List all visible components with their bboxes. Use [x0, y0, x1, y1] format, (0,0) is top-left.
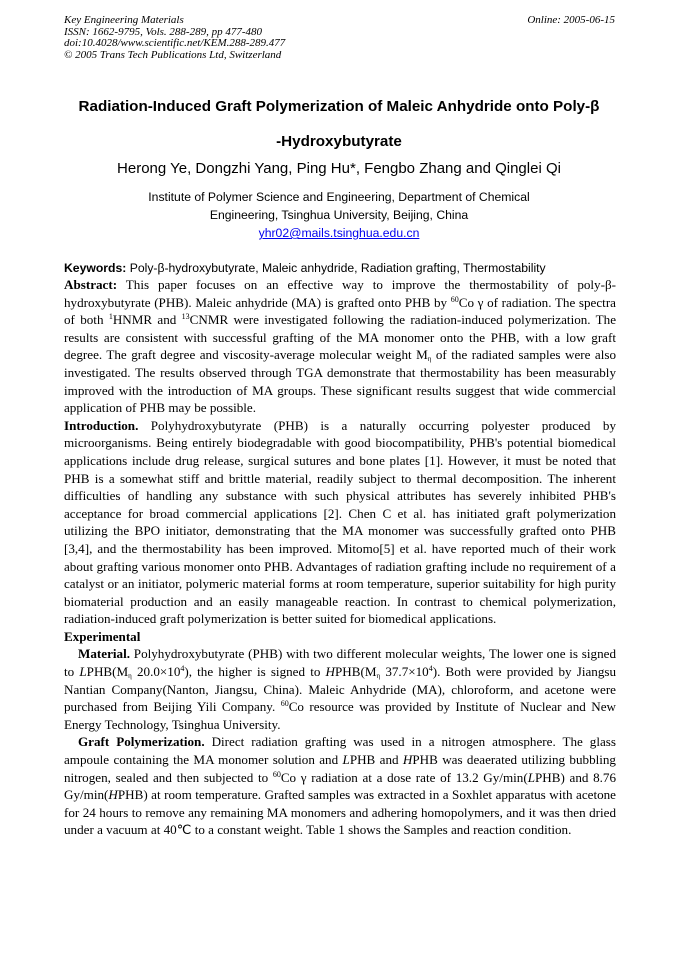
issn-line: ISSN: 1662-9795, Vols. 288-289, pp 477-480 [64, 25, 262, 38]
graft-text: PHB) and 8.76 Gy/min( [64, 769, 617, 803]
material-paragraph [64, 645, 616, 733]
journal-name: Key Engineering Materials [64, 14, 184, 26]
abstract-text: This paper focuses on an effective way to improve the thermostability of poly-β-hydroxybutyrate (PHB). Maleic anhydride (MA) is grafted onto PHB by [64, 277, 616, 310]
superscript: 4 [180, 664, 185, 674]
italic-letter: H [402, 752, 413, 768]
graft-text: PHB and [349, 752, 403, 768]
material-text: PHB(M [86, 664, 129, 680]
subscript: η [376, 672, 381, 681]
affiliation-line-1: Institute of Polymer Science and Engineering, Department of Chemical [148, 190, 530, 204]
title-line-1: Radiation-Induced Graft Polymerization of Maleic Anhydride onto Poly-β [78, 98, 600, 115]
superscript: 60 [280, 699, 289, 709]
paper-body [64, 276, 616, 839]
abstract-text: CNMR were investigated following the radiation-induced polymerization. The results are consistent with successful grafting of the MA monomer onto the PHB, with a low graft degree. The graft degree and viscosity-average molecular weight M [64, 312, 617, 363]
title-line-2: -Hydroxybutyrate [276, 133, 402, 150]
abstract-text: HNMR and [112, 312, 182, 328]
subscript: η [128, 672, 132, 681]
copyright-line: © 2005 Trans Tech Publications Ltd, Switzerland [64, 48, 282, 61]
abstract-paragraph [64, 276, 616, 417]
material-label: Material. [78, 646, 130, 662]
italic-letter: H [108, 787, 118, 803]
abstract-text: Co γ of radiation. The spectra of both [64, 294, 616, 328]
introduction-paragraph [64, 417, 616, 628]
subscript: η [427, 355, 432, 364]
material-text: 37.7×10 [380, 664, 429, 680]
graft-text: PHB) at room temperature. Grafted samples was extracted in a Soxhlet apparatus with acetone for 24 hours to remove any remaining MA monomers and adhering homopolymers, and it was then dried under a vacuum at 40℃ to a constant weight. Table 1 shows the Samples and reaction condition. [64, 787, 616, 838]
superscript: 60 [450, 294, 459, 304]
italic-letter: L [342, 752, 350, 768]
superscript: 1 [108, 312, 113, 322]
superscript: 4 [428, 664, 433, 674]
journal-header [64, 15, 285, 61]
introduction-label: Introduction. [64, 417, 139, 433]
paper-title [40, 89, 638, 159]
keywords [64, 261, 616, 276]
experimental-heading: Experimental [64, 628, 141, 644]
author-list: Herong Ye, Dongzhi Yang, Ping Hu*, Fengbo Zhang and Qinglei Qi [117, 160, 561, 177]
graft-text: PHB was deaerated utilizing bubbling nitrogen, sealed and then subjected to [64, 752, 616, 785]
italic-letter: L [527, 769, 535, 785]
superscript: 13 [181, 312, 190, 322]
abstract-text: of the radiated samples were also investigated. The results observed through TGA demonstrate that thermostability has been measurably improved with the introduction of MA groups. These significant results suggest that wide commercial application of PHB may be possible. [64, 347, 616, 416]
material-text: 20.0×10 [131, 664, 181, 680]
material-text: ). Both were provided by Jiangsu Nantian Company(Nanton, Jiangsu, China). Maleic Anhydride (MA), chloroform, and acetone were purchased from Beijing Yili Company. [64, 664, 617, 715]
graft-polymerization-label: Graft Polymerization. [78, 734, 205, 750]
affiliation [100, 188, 578, 242]
abstract-label: Abstract: [64, 277, 118, 292]
material-text: PHB(M [335, 664, 377, 680]
email-link[interactable]: yhr02@mails.tsinghua.edu.cn [258, 226, 420, 240]
material-text: ), the higher is signed to [184, 664, 326, 680]
material-text: Co resource was provided by Institute of Nuclear and New Energy Technology, Tsinghua University. [64, 699, 616, 732]
italic-letter: L [79, 664, 87, 680]
graft-text: Direct radiation grafting was used in a nitrogen atmosphere. The glass ampoule containing the MA monomer solution and [64, 734, 616, 768]
online-date: Online: 2005-06-15 [527, 14, 615, 26]
graft-polymerization-paragraph [64, 733, 616, 839]
keywords-text: Poly-β-hydroxybutyrate, Maleic anhydride, Radiation grafting, Thermostability [126, 261, 546, 275]
italic-letter: H [325, 664, 336, 680]
introduction-text: Polyhydroxybutyrate (PHB) is a naturally occurring polyester produced by microorganisms. Being entirely biodegradable with good biocompatibility, PHB's potential biomedical applications include drug release, surgical sutures and bone plates [1]. However, it must be noted that PHB is a somewhat stiff and brittle material, readily subject to thermal decomposition. The inherent difficulties of handling any substance with such physical attributes has severely inhibited PHB's acceptance for broad commercial applications [2]. Chen C et al. has initiated graft polymerization utilizing the BPO initiator, demonstrating that the MA monomer was successfully grafted onto PHB [3,4], and the thermostability has been improved. Mitomo[5] et al. have reported much of their work about grafting various monomer onto PHB. Advantages of radiation grafting include no requirement of a catalyst or an initiator, polymeric material forms at room temperature, superior suitability for high purity biomaterial production and an easily manageable reaction. In contrast to chemical polymerization, radiation-induced graft polymerization is better suited for biomedical applications. [64, 417, 616, 627]
affiliation-line-2: Engineering, Tsinghua University, Beijing, China [209, 208, 469, 222]
material-text: Polyhydroxybutyrate (PHB) with two different molecular weights, The lower one is signed to [64, 646, 616, 680]
graft-text: Co γ radiation at a dose rate of 13.2 Gy/min( [280, 769, 528, 785]
superscript: 60 [272, 769, 281, 779]
keywords-label: Keywords: [64, 261, 127, 275]
doi-line: doi:10.4028/www.scientific.net/KEM.288-289.477 [64, 37, 286, 49]
